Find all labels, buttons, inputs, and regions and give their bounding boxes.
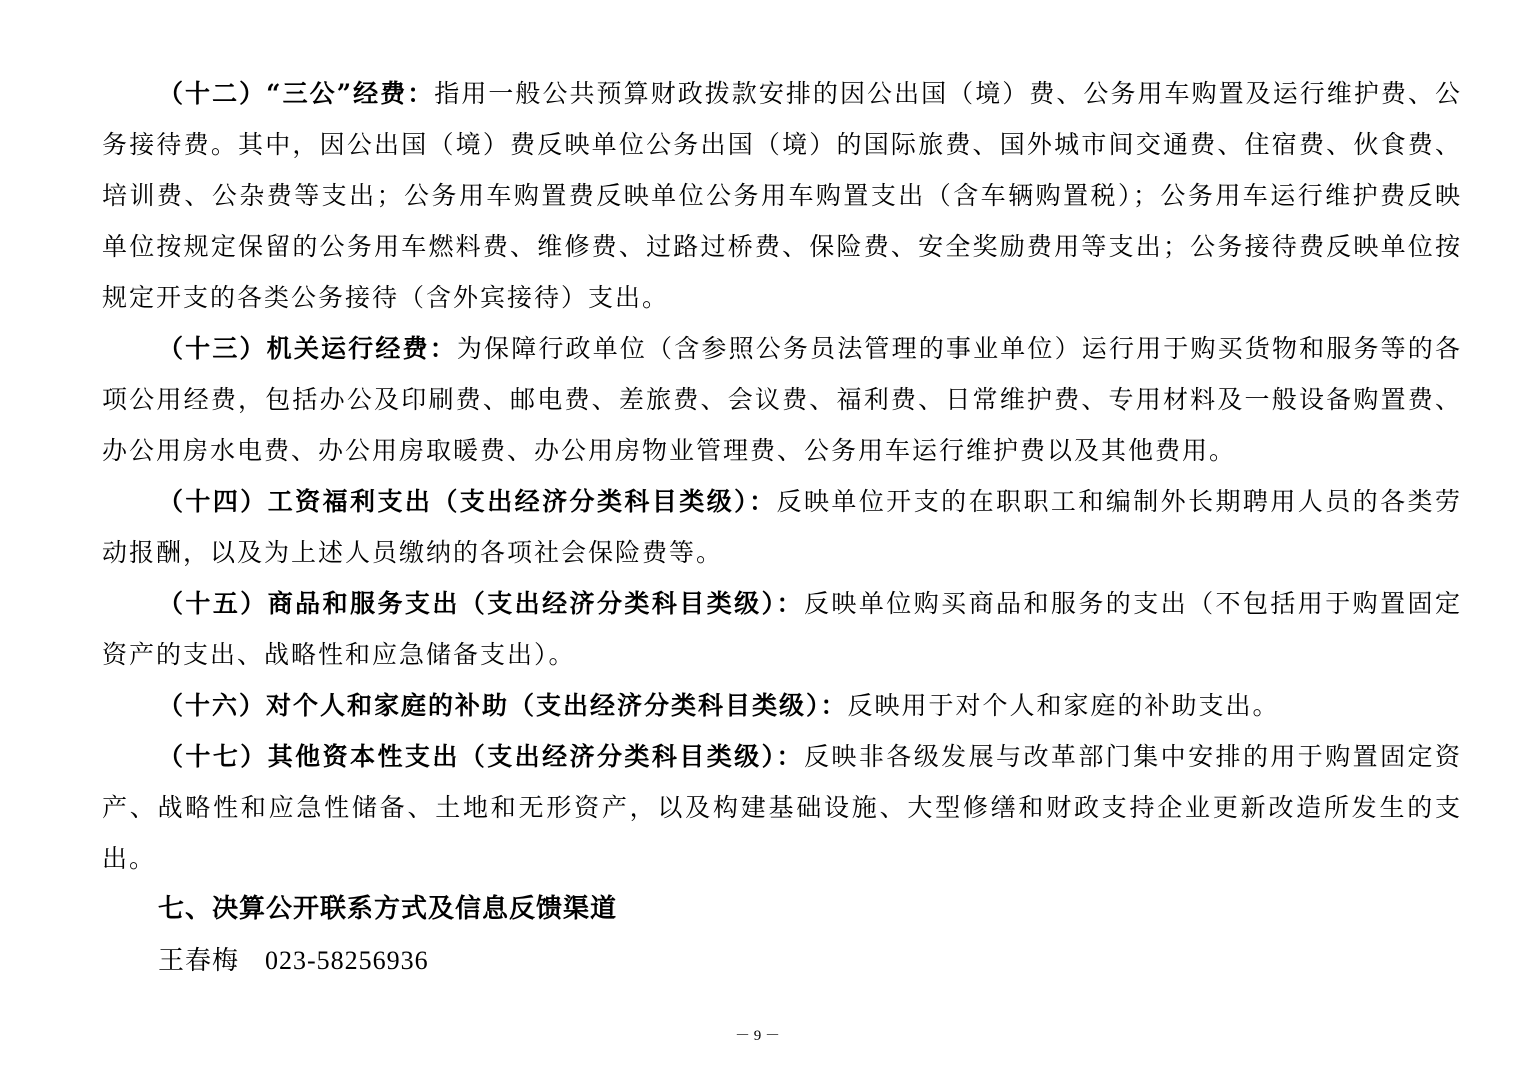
paragraph-body: 反映用于对个人和家庭的补助支出。 [847, 691, 1280, 720]
paragraph-thirteen [102, 323, 1462, 476]
paragraph-term: （十二）“三公”经费： [158, 79, 435, 108]
paragraph-twelve [102, 68, 1462, 323]
paragraph-body: 反映单位购买商品和服务的支出（不包括用于购置固定资产的支出、战略性和应急储备支出）。 [102, 589, 1462, 669]
paragraph-fourteen [102, 476, 1462, 578]
paragraph-term: （十五）商品和服务支出（支出经济分类科目类级）： [158, 589, 804, 618]
paragraph-term: （十六）对个人和家庭的补助（支出经济分类科目类级）： [158, 691, 848, 720]
paragraph-seventeen [102, 731, 1462, 884]
page-number: － 9 － [734, 1028, 780, 1044]
contact-phone: 023-58256936 [265, 946, 429, 975]
paragraph-term: （十四）工资福利支出（支出经济分类科目类级）： [158, 487, 777, 516]
paragraph-body: 为保障行政单位（含参照公务员法管理的事业单位）运行用于购买货物和服务等的各项公用经费，包括办公及印刷费、邮电费、差旅费、会议费、福利费、日常维护费、专用材料及一般设备购置费、办公用房水电费、办公用房取暖费、办公用房物业管理费、公务用车运行维护费以及其他费用。 [102, 334, 1462, 465]
paragraph-body: 反映单位开支的在职职工和编制外长期聘用人员的各类劳动报酬，以及为上述人员缴纳的各项社会保险费等。 [102, 487, 1462, 567]
paragraph-body: 指用一般公共预算财政拨款安排的因公出国（境）费、公务用车购置及运行维护费、公务接待费。其中，因公出国（境）费反映单位公务出国（境）的国际旅费、国外城市间交通费、住宿费、伙食费、培训费、公杂费等支出；公务用车购置费反映单位公务用车购置支出（含车辆购置税）；公务用车运行维护费反映单位按规定保留的公务用车燃料费、维修费、过路过桥费、保险费、安全奖励费用等支出；公务接待费反映单位按规定开支的各类公务接待（含外宾接待）支出。 [102, 79, 1462, 312]
paragraph-sixteen [102, 680, 1462, 731]
contact-name: 王春梅 [158, 946, 240, 976]
paragraph-term: （十七）其他资本性支出（支出经济分类科目类级）： [158, 742, 804, 771]
document-body [102, 68, 1462, 987]
paragraph-body: 反映非各级发展与改革部门集中安排的用于购置固定资产、战略性和应急性储备、土地和无形资产，以及构建基础设施、大型修缮和财政支持企业更新改造所发生的支出。 [102, 742, 1462, 873]
paragraph-term: （十三）机关运行经费： [158, 334, 457, 363]
section-heading: 七、决算公开联系方式及信息反馈渠道 [158, 894, 618, 924]
contact-line [102, 935, 1462, 987]
paragraph-fifteen [102, 578, 1462, 680]
